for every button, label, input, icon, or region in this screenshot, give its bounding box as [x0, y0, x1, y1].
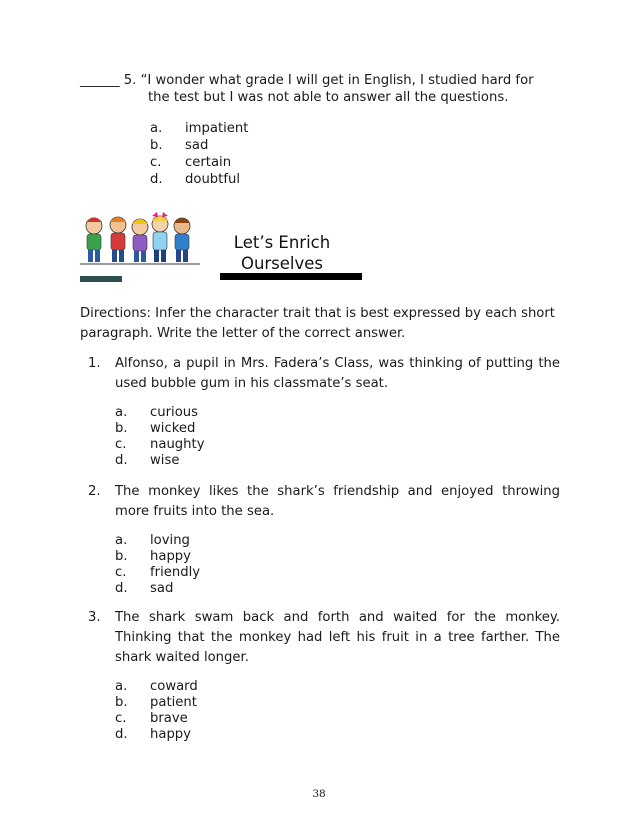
question-5-line-1 — [80, 72, 560, 89]
question-5-number: 5. — [123, 73, 137, 88]
item-number: 3. — [88, 610, 101, 625]
question-5-text-line-2: the test but I was not able to answer all the questions. — [148, 90, 509, 105]
option-item: c. naughty — [115, 437, 205, 452]
option-item: a. loving — [115, 533, 190, 548]
option-item: c. brave — [115, 711, 188, 726]
children-group-clipart-icon — [80, 208, 200, 272]
option-item: b. happy — [115, 549, 191, 564]
option-item: d. happy — [115, 727, 191, 742]
option-item: d. sad — [115, 581, 174, 596]
option-item: a. impatient — [150, 121, 249, 136]
item-text: Alfonso, a pupil in Mrs. Fadera’s Class, was thinking of putting the used bubble gum in his classmate’s seat. — [115, 356, 560, 391]
option-list — [115, 533, 560, 597]
question-5 — [80, 72, 560, 106]
option-item: b. wicked — [115, 421, 196, 436]
option-item: a. coward — [115, 679, 198, 694]
option-item: b. patient — [115, 695, 197, 710]
section-banner — [80, 208, 362, 288]
option-item: d. doubtful — [150, 172, 241, 187]
option-item: c. certain — [150, 155, 232, 170]
answer-blank: ______ — [80, 73, 120, 88]
banner-tag-decoration — [80, 276, 122, 282]
title-underline-bar — [220, 273, 362, 280]
section-title: Let’s Enrich Ourselves — [233, 233, 331, 273]
question-item-2 — [88, 482, 560, 597]
option-list — [115, 679, 560, 743]
question-item-3 — [88, 608, 560, 743]
item-number: 1. — [88, 356, 101, 371]
page-number: 38 — [312, 788, 326, 800]
directions-text: Directions: Infer the character trait that is best expressed by each short paragraph. Write the letter of the correct answer. — [80, 306, 555, 341]
option-item: c. friendly — [115, 565, 201, 580]
option-item: a. curious — [115, 405, 198, 420]
item-text: The shark swam back and forth and waited for the monkey. Thinking that the monkey had left his fruit in a tree farther. The shark waited longer. — [115, 610, 560, 665]
item-text: The monkey likes the shark’s friendship and enjoyed throwing more fruits into the sea. — [115, 484, 560, 519]
option-list — [115, 405, 560, 469]
option-item: b. sad — [150, 138, 209, 153]
question-5-options — [150, 120, 248, 188]
question-5-text-line-1: “I wonder what grade I will get in English, I studied hard for — [140, 73, 534, 88]
option-item: d. wise — [115, 453, 180, 468]
question-item-1 — [88, 354, 560, 469]
item-number: 2. — [88, 484, 101, 499]
